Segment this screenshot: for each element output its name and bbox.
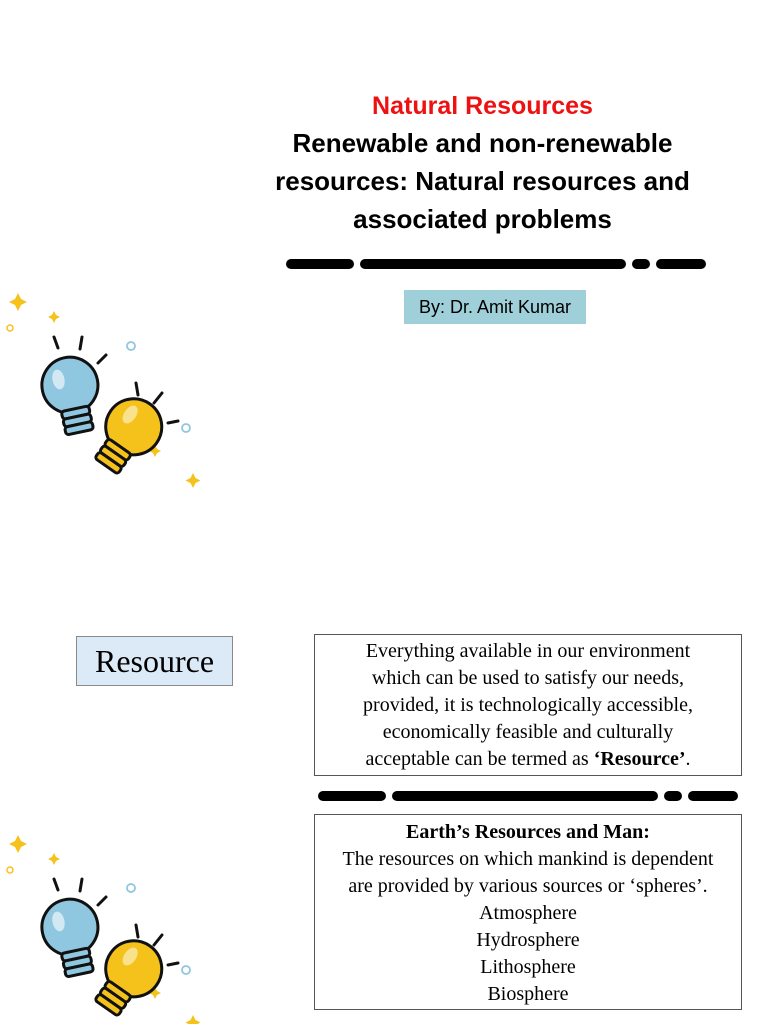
earth-resources-heading: Earth’s Resources and Man: [406,821,650,843]
earth-resources-line: The resources on which mankind is dependent [342,848,714,870]
earth-resources-box [314,814,742,1010]
definition-line: Everything available in our environment [365,640,691,662]
subtitle-line: Renewable and non-renewable [292,128,673,158]
resource-definition [314,634,742,776]
definition-line: economically feasible and culturally [382,721,674,743]
sphere-item: Atmosphere [479,902,577,924]
sphere-item: Lithosphere [480,956,576,978]
definition-term: ‘Resource’ [593,748,686,770]
title-block [245,88,720,238]
resource-slide [0,512,768,1024]
subtitle-line: associated problems [353,204,612,234]
author-byline: By: Dr. Amit Kumar [404,290,586,324]
lightbulb-icon [0,827,210,1024]
resource-label: Resource [76,636,233,686]
definition-line [315,746,741,773]
subtitle-line: resources: Natural resources and [275,166,690,196]
definition-prefix: acceptable can be termed as [365,748,594,770]
definition-line: which can be used to satisfy our needs, [371,667,685,689]
definition-suffix: . [685,748,691,770]
decorative-divider [286,259,706,269]
earth-resources-line: are provided by various sources or ‘spheres’. [348,875,708,897]
definition-line: provided, it is technologically accessible, [363,694,693,716]
slide-title: Natural Resources [372,92,593,120]
lightbulb-icon [0,285,210,495]
decorative-divider [318,791,738,801]
sphere-item: Hydrosphere [476,929,580,951]
sphere-item: Biosphere [487,983,569,1005]
